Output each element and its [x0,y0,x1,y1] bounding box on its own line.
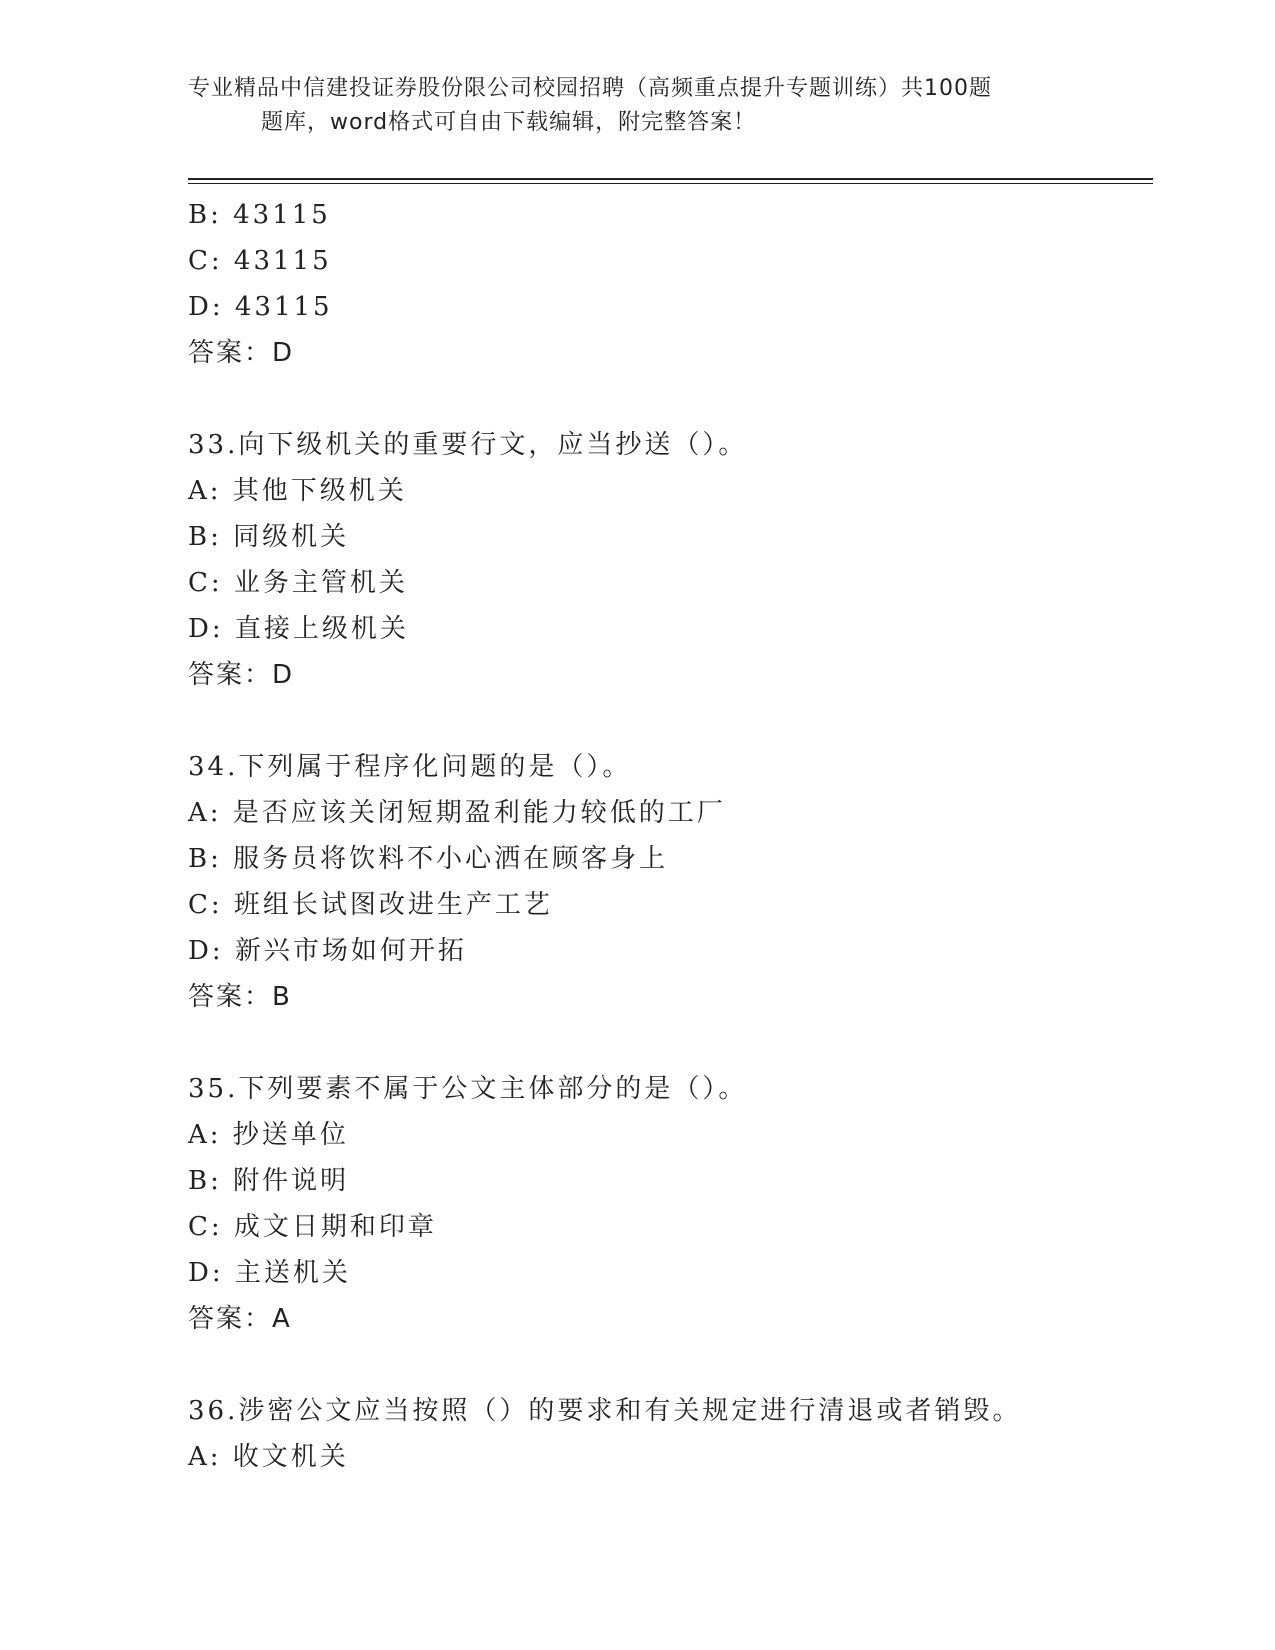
option-d: D: 直接上级机关 [188,614,409,644]
question-list [188,192,1148,1480]
spacer [188,1342,1148,1388]
option-c: C: 成文日期和印章 [188,1212,437,1242]
option-c: C: 业务主管机关 [188,568,408,598]
option-b: B: 附件说明 [188,1166,350,1196]
question-block-32 [188,192,1148,376]
option-b: B: 同级机关 [188,522,350,552]
header-title-line2: 题库，word格式可自由下载编辑，附完整答案！ [261,110,757,135]
option-a: A: 收文机关 [188,1442,349,1472]
header-title-line1: 专业精品中信建投证券股份限公司校园招聘（高频重点提升专题训练）共100题 [188,76,992,101]
option-a: A: 其他下级机关 [188,476,407,506]
option-c: C: 43115 [188,246,332,276]
question-stem: 36.涉密公文应当按照（）的要求和有关规定进行清退或者销毁。 [188,1396,1022,1426]
question-block-34 [188,744,1148,1020]
answer-line: 答案：A [188,1304,292,1334]
question-stem: 35.下列要素不属于公文主体部分的是（）。 [188,1074,748,1104]
spacer [188,1020,1148,1066]
option-a: A: 抄送单位 [188,1120,349,1150]
document-header [188,72,1068,140]
question-block-36 [188,1388,1148,1480]
answer-line: 答案：D [188,660,295,690]
spacer [188,698,1148,744]
option-d: D: 新兴市场如何开拓 [188,936,467,966]
spacer [188,376,1148,422]
question-stem: 33.向下级机关的重要行文，应当抄送（）。 [188,430,748,460]
answer-line: 答案：B [188,982,292,1012]
option-b: B: 服务员将饮料不小心洒在顾客身上 [188,844,669,874]
option-c: C: 班组长试图改进生产工艺 [188,890,553,920]
question-block-33 [188,422,1148,698]
header-divider-thick [188,178,1153,180]
question-block-35 [188,1066,1148,1342]
answer-line: 答案：D [188,338,295,368]
option-a: A: 是否应该关闭短期盈利能力较低的工厂 [188,798,726,828]
header-divider-thin [188,183,1153,184]
option-d: D: 主送机关 [188,1258,351,1288]
question-stem: 34.下列属于程序化问题的是（）。 [188,752,632,782]
option-b: B: 43115 [188,200,331,230]
option-d: D: 43115 [188,292,333,322]
